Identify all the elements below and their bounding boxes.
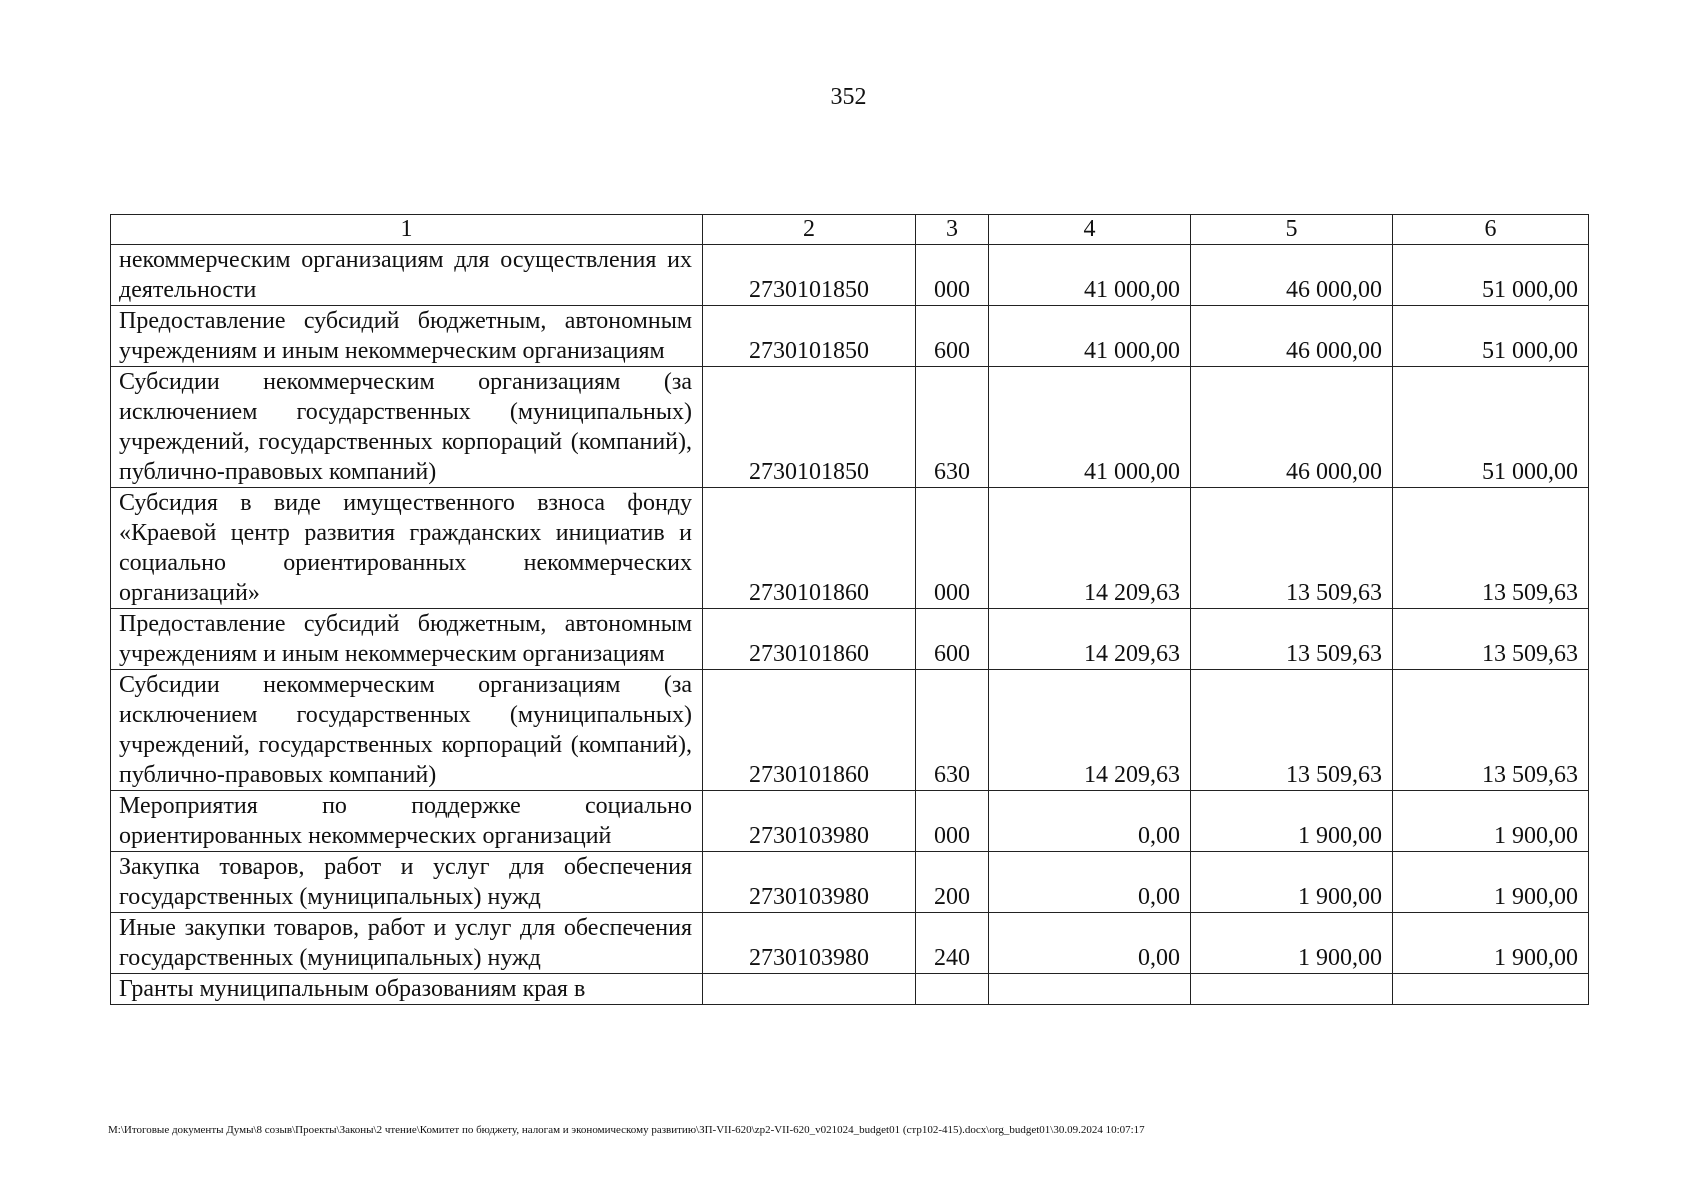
column-header: 3: [916, 215, 989, 245]
page-number: 352: [830, 84, 867, 110]
row-description: Закупка товаров, работ и услуг для обеспечения государственных (муниципальных) нужд: [111, 852, 703, 913]
row-expense-kind: 600: [916, 306, 989, 367]
row-value-4: 41 000,00: [989, 245, 1191, 306]
row-description: Предоставление субсидий бюджетным, автономным учреждениям и иным некоммерческим организациям: [111, 609, 703, 670]
row-value-6: 51 000,00: [1393, 245, 1589, 306]
row-value-6: [1393, 974, 1589, 1005]
footer-file-path: M:\Итоговые документы Думы\8 созыв\Проекты\Законы\2 чтение\Комитет по бюджету, налогам и экономическому развитию\ЗП-VII-620\zp2-VII-620_v021024_budget01 (стр102-415).docx\org_budget01\30.09.2024 10:07:17: [108, 1124, 1145, 1136]
column-header: 2: [703, 215, 916, 245]
table-row: [111, 852, 1589, 913]
table-row: [111, 306, 1589, 367]
row-description: Иные закупки товаров, работ и услуг для обеспечения государственных (муниципальных) нужд: [111, 913, 703, 974]
row-value-5: 13 509,63: [1191, 609, 1393, 670]
row-value-6: 13 509,63: [1393, 670, 1589, 791]
row-value-4: 0,00: [989, 852, 1191, 913]
row-value-4: [989, 974, 1191, 1005]
row-description: Мероприятия по поддержке социально ориентированных некоммерческих организаций: [111, 791, 703, 852]
row-value-6: 1 900,00: [1393, 791, 1589, 852]
row-expense-kind: 000: [916, 488, 989, 609]
row-description: Предоставление субсидий бюджетным, автономным учреждениям и иным некоммерческим организациям: [111, 306, 703, 367]
row-value-6: 13 509,63: [1393, 609, 1589, 670]
row-expense-kind: 200: [916, 852, 989, 913]
table-row: [111, 367, 1589, 488]
row-target-code: 2730103980: [703, 791, 916, 852]
row-value-4: 14 209,63: [989, 609, 1191, 670]
row-target-code: 2730101850: [703, 367, 916, 488]
row-value-6: 13 509,63: [1393, 488, 1589, 609]
row-expense-kind: 630: [916, 367, 989, 488]
row-description: Субсидии некоммерческим организациям (за исключением государственных (муниципальных) учреждений, государственных корпораций (компаний), публично-правовых компаний): [111, 367, 703, 488]
table-row: [111, 488, 1589, 609]
table-row: [111, 791, 1589, 852]
row-target-code: 2730103980: [703, 913, 916, 974]
column-header: 4: [989, 215, 1191, 245]
table-row: [111, 245, 1589, 306]
row-expense-kind: 600: [916, 609, 989, 670]
row-expense-kind: 000: [916, 791, 989, 852]
row-value-5: 46 000,00: [1191, 367, 1393, 488]
row-value-5: [1191, 974, 1393, 1005]
row-value-5: 13 509,63: [1191, 488, 1393, 609]
row-value-6: 1 900,00: [1393, 852, 1589, 913]
row-description: Субсидия в виде имущественного взноса фонду «Краевой центр развития гражданских инициатив и социально ориентированных некоммерческих организаций»: [111, 488, 703, 609]
row-expense-kind: 000: [916, 245, 989, 306]
table-row: [111, 913, 1589, 974]
row-target-code: 2730101860: [703, 670, 916, 791]
row-value-6: 51 000,00: [1393, 367, 1589, 488]
row-target-code: 2730101850: [703, 245, 916, 306]
table-row: [111, 974, 1589, 1005]
row-value-5: 13 509,63: [1191, 670, 1393, 791]
column-header: 5: [1191, 215, 1393, 245]
row-target-code: 2730103980: [703, 852, 916, 913]
column-header: 1: [111, 215, 703, 245]
row-value-4: 14 209,63: [989, 670, 1191, 791]
table-row: [111, 609, 1589, 670]
row-value-5: 1 900,00: [1191, 913, 1393, 974]
column-number-row: [111, 215, 1589, 245]
budget-table: [110, 214, 1589, 1005]
row-target-code: [703, 974, 916, 1005]
row-value-4: 14 209,63: [989, 488, 1191, 609]
row-value-6: 1 900,00: [1393, 913, 1589, 974]
row-expense-kind: 630: [916, 670, 989, 791]
row-value-4: 0,00: [989, 913, 1191, 974]
row-expense-kind: 240: [916, 913, 989, 974]
row-value-5: 1 900,00: [1191, 791, 1393, 852]
row-value-4: 0,00: [989, 791, 1191, 852]
row-value-4: 41 000,00: [989, 306, 1191, 367]
row-value-5: 46 000,00: [1191, 245, 1393, 306]
column-header: 6: [1393, 215, 1589, 245]
row-target-code: 2730101850: [703, 306, 916, 367]
table-row: [111, 670, 1589, 791]
row-target-code: 2730101860: [703, 488, 916, 609]
row-value-5: 1 900,00: [1191, 852, 1393, 913]
row-expense-kind: [916, 974, 989, 1005]
row-value-6: 51 000,00: [1393, 306, 1589, 367]
row-value-5: 46 000,00: [1191, 306, 1393, 367]
row-description: некоммерческим организациям для осуществления их деятельности: [111, 245, 703, 306]
row-value-4: 41 000,00: [989, 367, 1191, 488]
row-description: Субсидии некоммерческим организациям (за исключением государственных (муниципальных) учреждений, государственных корпораций (компаний), публично-правовых компаний): [111, 670, 703, 791]
row-description: Гранты муниципальным образованиям края в: [111, 974, 703, 1005]
row-target-code: 2730101860: [703, 609, 916, 670]
